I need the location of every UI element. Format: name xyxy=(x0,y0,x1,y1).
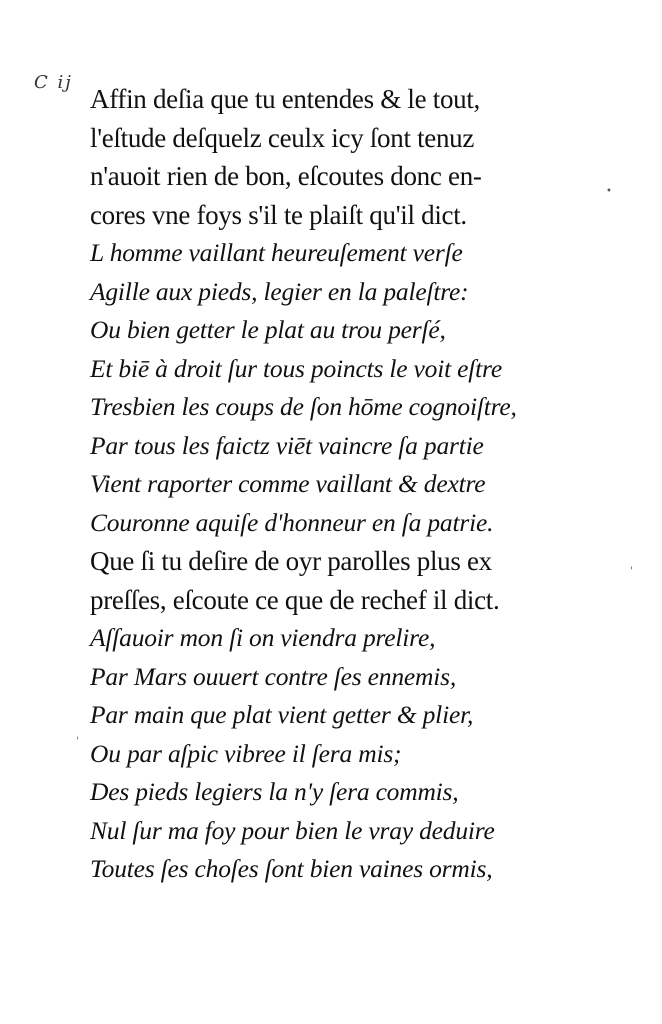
folio-mark: C ij xyxy=(34,72,73,93)
verse-line: Vient raporter comme vaillant & dextre xyxy=(90,469,486,498)
verse-line: Ou bien getter le plat au trou perſé, xyxy=(90,315,446,344)
text-line: preſſes, eſcoute ce que de rechef il dict. xyxy=(90,584,500,615)
verse-line: Toutes ſes choſes ſont bien vaines ormis, xyxy=(90,854,493,883)
text-line: n'auoit rien de bon, eſcoutes donc en- xyxy=(90,161,482,191)
text-line: l'eſtude deſquelz ceulx icy ſont tenuz xyxy=(90,122,475,153)
verse-line: Aſſauoir mon ſi on viendra prelire, xyxy=(90,623,436,652)
verse-line: Couronne aquiſe d'honneur en ſa patrie. xyxy=(90,507,494,537)
text-line: Que ſi tu deſire de oyr parolles plus ex xyxy=(90,546,492,576)
verse-line: Nul ſur ma foy pour bien le vray deduire xyxy=(90,815,495,845)
margin-speck: • xyxy=(606,186,612,197)
verse-line: Agille aux pieds, legier en la paleſtre: xyxy=(90,276,469,306)
verse-line: Tresbien les coups de ſon hōme cognoiſtre, xyxy=(90,392,517,421)
verse-line: Par Mars ouuert contre ſes ennemis, xyxy=(90,661,456,691)
margin-speck: ' xyxy=(76,736,79,747)
text-block xyxy=(90,80,610,889)
verse-line: Des pieds legiers la n'y ſera commis, xyxy=(90,777,459,806)
verse-line: Et biē à droit ſur tous poincts le voit eſtre xyxy=(90,353,502,383)
margin-speck: ' xyxy=(630,566,633,577)
verse-line: Par main que plat vient getter & plier, xyxy=(90,700,474,729)
text-line: Affin deſia que tu entendes & le tout, xyxy=(90,84,481,114)
text-line: cores vne foys s'il te plaiſt qu'il dict. xyxy=(90,199,467,230)
verse-line: L homme vaillant heureuſement verſe xyxy=(90,238,463,267)
verse-line: Par tous les faictz viēt vaincre ſa partie xyxy=(90,430,484,460)
verse-line: Ou par aſpic vibree il ſera mis; xyxy=(90,738,402,768)
